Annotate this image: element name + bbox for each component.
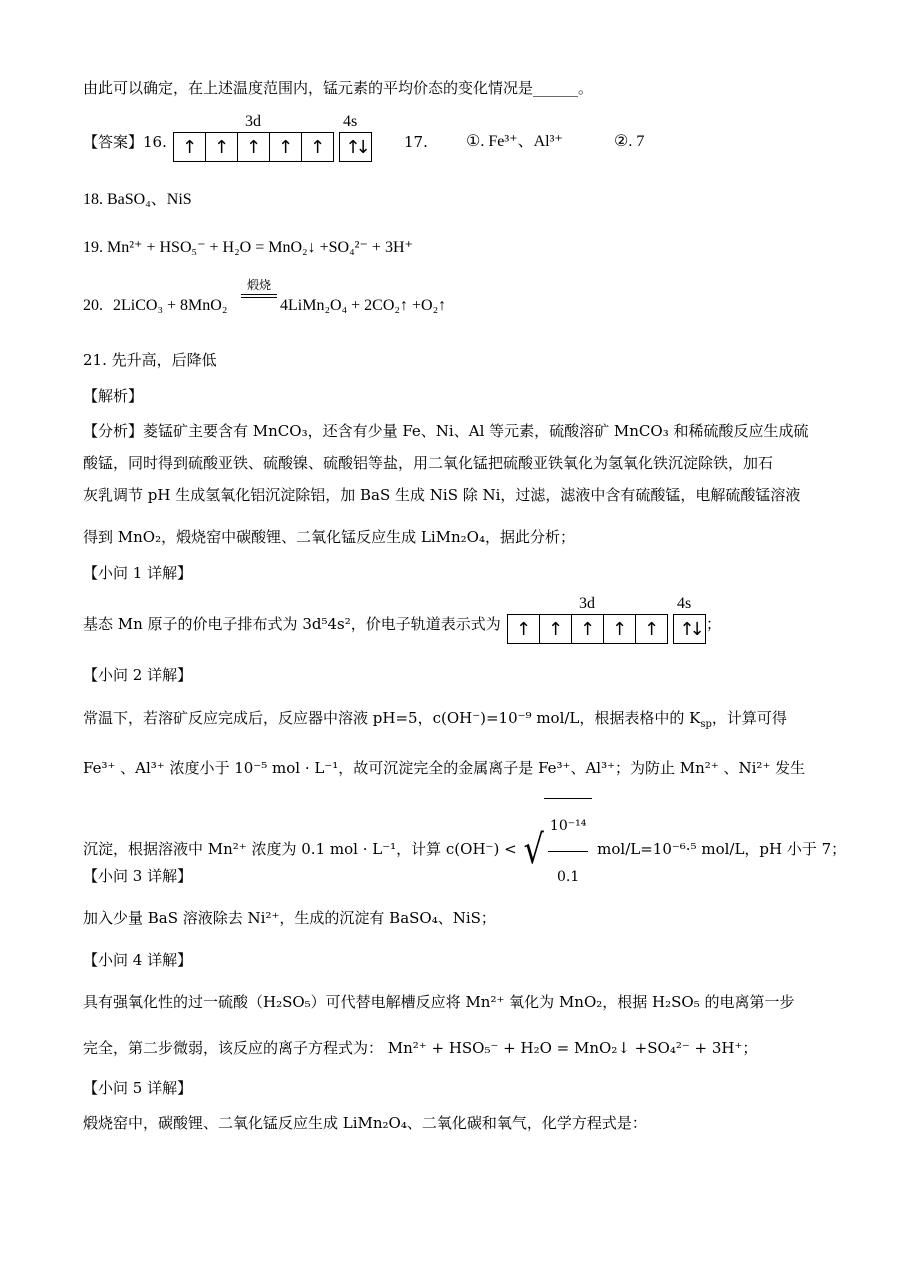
sub3-text: 加入少量 BaS 溶液除去 Ni²⁺，生成的沉淀有 BaSO₄、NiS； xyxy=(83,909,496,927)
sqrt-sign: √ xyxy=(523,827,545,873)
equals-bar xyxy=(241,294,277,298)
sub5-heading: 【小问 5 详解】 xyxy=(83,1079,193,1097)
question-line: 由此可以确定，在上述温度范围内，锰元素的平均价态的变化情况是______。 xyxy=(83,79,594,97)
answer-19: 19. Mn²⁺ + HSO₅⁻ + H₂O = MnO₂↓ +SO₄²⁻ + 3H⁺ xyxy=(83,239,413,256)
sub2-line2: Fe³⁺ 、Al³⁺ 浓度小于 10⁻⁵ mol · L⁻¹，故可沉淀完全的金属离子是 Fe³⁺、Al³⁺；为防止 Mn²⁺ 、Ni²⁺ 发生 xyxy=(83,759,806,777)
sub1-end: ； xyxy=(706,615,722,633)
sub4-line2: 完全，第二步微弱，该反应的离子方程式为： Mn²⁺ + HSO₅⁻ + H₂O = MnO₂↓ +SO₄²⁻ + 3H⁺； xyxy=(83,1039,758,1057)
sub2-line3 xyxy=(83,798,846,902)
answer-prefix: 【答案】16. xyxy=(83,133,167,151)
paired-arrows-icon: ↑↓ xyxy=(679,618,700,640)
analysis-line: 【分析】菱锰矿主要含有 MnCO₃，还含有少量 Fe、Ni、Al 等元素，硫酸溶矿 MnCO₃ 和稀硫酸反应生成硫 xyxy=(83,422,809,440)
ksp-subscript: sp xyxy=(700,719,712,730)
q17-number: 17. xyxy=(404,133,428,151)
answer-21: 21. 先升高，后降低 xyxy=(83,351,217,369)
sqrt-expression xyxy=(521,798,592,902)
orbital-3d-boxes xyxy=(507,614,668,644)
sqrt-radicand xyxy=(544,798,592,902)
sub5-text: 煅烧窑中，碳酸锂、二氧化锰反应生成 LiMn₂O₄、二氧化碳和氧气，化学方程式是： xyxy=(83,1114,647,1132)
answer-20-number: 20. xyxy=(83,297,103,314)
answer-20-rhs: 4LiMn₂O₄ + 2CO₂↑ +O₂↑ xyxy=(280,297,447,314)
up-arrow-icon: ↑ xyxy=(309,136,326,158)
fraction xyxy=(548,801,588,902)
analysis-line: 酸锰，同时得到硫酸亚铁、硫酸镍、硫酸铝等盐，用二氧化锰把硫酸亚铁氧化为氢氧化铁沉淀除铁，加石 xyxy=(83,454,774,472)
analysis-line: 灰乳调节 pH 生成氢氧化铝沉淀除铝，加 BaS 生成 NiS 除 Ni，过滤，滤液中含有硫酸锰，电解硫酸锰溶液 xyxy=(83,486,801,504)
analysis-line: 得到 MnO₂，煅烧窑中碳酸锂、二氧化锰反应生成 LiMn₂O₄，据此分析； xyxy=(83,528,575,546)
orbital-3d-boxes xyxy=(173,132,334,162)
sub2-line1 xyxy=(83,708,787,728)
sub4-heading: 【小问 4 详解】 xyxy=(83,951,193,969)
orbital-4s-box xyxy=(339,132,372,162)
orbital-4s-box xyxy=(673,614,706,644)
fraction-numerator: 10⁻¹⁴ xyxy=(548,801,588,852)
analysis-label: 【解析】 xyxy=(83,387,144,405)
sub2-heading: 【小问 2 详解】 xyxy=(83,666,193,684)
up-arrow-icon: ↑ xyxy=(508,615,540,643)
q17-part2: ②. 7 xyxy=(614,133,645,150)
up-arrow-icon: ↑ xyxy=(174,133,206,161)
sub2-line3-post: mol/L=10⁻⁶·⁵ mol/L，pH 小于 7； xyxy=(597,840,847,858)
answer-20-lhs: 2LiCO₃ + 8MnO₂ xyxy=(113,297,228,314)
orbital-diagram-sub1 xyxy=(507,595,717,647)
up-arrow-icon: ↑ xyxy=(540,615,572,643)
sub1-text: 基态 Mn 原子的价电子排布式为 3d⁵4s²，价电子轨道表示式为 xyxy=(83,615,501,633)
up-arrow-icon: ↑ xyxy=(238,133,270,161)
up-arrow-icon: ↑ xyxy=(270,133,302,161)
sub2-line1-end: ，计算可得 xyxy=(711,709,787,727)
answer-18: 18. BaSO₄、NiS xyxy=(83,191,192,208)
paired-arrows-icon: ↑↓ xyxy=(345,136,366,158)
orbital-label-3d: 3d xyxy=(579,595,595,612)
orbital-label-4s: 4s xyxy=(677,595,692,612)
sub2-line3-pre: 沉淀，根据溶液中 Mn²⁺ 浓度为 0.1 mol · L⁻¹，计算 c(OH⁻) < xyxy=(83,840,517,858)
orbital-label-4s: 4s xyxy=(343,113,358,130)
up-arrow-icon: ↑ xyxy=(206,133,238,161)
up-arrow-icon: ↑ xyxy=(572,615,604,643)
orbital-diagram-answer xyxy=(173,113,373,165)
q17-part1: ①. Fe³⁺、Al³⁺ xyxy=(466,133,563,150)
sub4-line1: 具有强氧化性的过一硫酸（H₂SO₅）可代替电解槽反应将 Mn²⁺ 氧化为 MnO₂，根据 H₂SO₅ 的电离第一步 xyxy=(83,993,795,1011)
fraction-denominator: 0.1 xyxy=(557,869,580,885)
reaction-condition xyxy=(241,276,277,298)
orbital-label-3d: 3d xyxy=(245,113,261,130)
up-arrow-icon: ↑ xyxy=(604,615,636,643)
sub2-line1-text: 常温下，若溶矿反应完成后，反应器中溶液 pH=5，c(OH⁻)=10⁻⁹ mol/L，根据表格中的 K xyxy=(83,709,701,727)
sub1-heading: 【小问 1 详解】 xyxy=(83,564,193,582)
up-arrow-icon: ↑ xyxy=(643,618,660,640)
sub3-heading: 【小问 3 详解】 xyxy=(83,867,193,885)
condition-label: 煅烧 xyxy=(246,278,271,292)
